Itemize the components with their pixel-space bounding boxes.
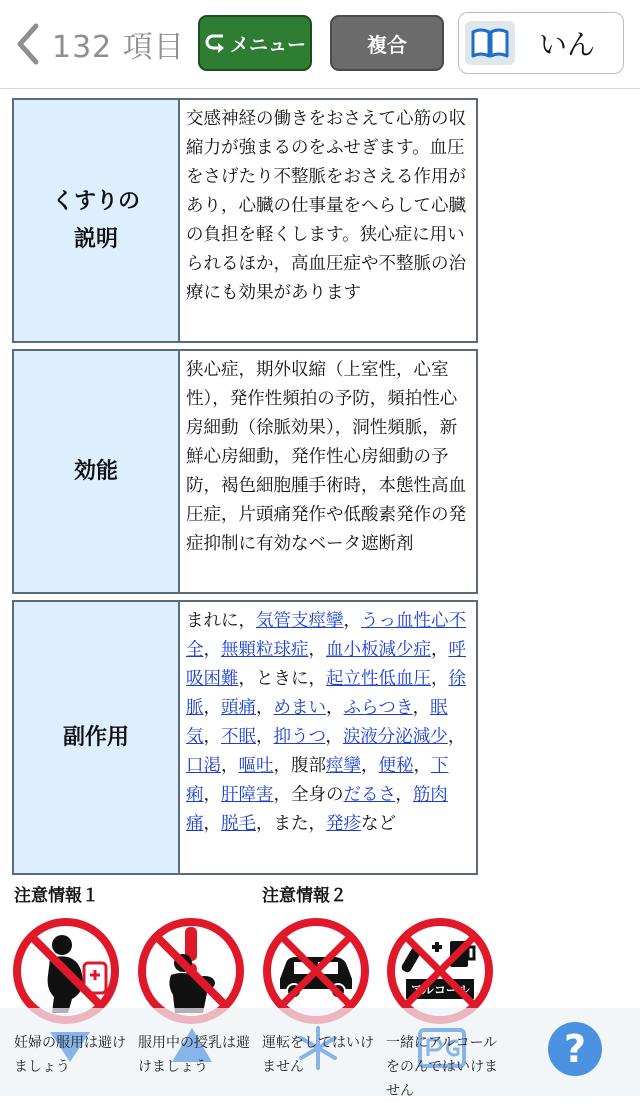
side-effect-text: ， xyxy=(308,640,326,660)
menu-button-label: メニュー xyxy=(229,33,306,56)
side-effect-link[interactable]: だるさ xyxy=(343,785,396,805)
side-effect-text: ， xyxy=(431,669,449,689)
side-effect-text: ，全身の xyxy=(273,785,344,805)
section-body: 交感神経の働きをおさえて心筋の収縮力が強まるのをふせぎます。血圧をさげたり不整脈をおさえる作用があり，心臓の仕事量をへらして心臓の負担を軽くします。狭心症に用いられるほか，高血圧症や不整脈の治療にも効果があります xyxy=(186,109,466,303)
menu-button[interactable] xyxy=(198,15,312,71)
side-effect-text: ， xyxy=(431,640,449,660)
book-icon xyxy=(465,21,515,65)
side-effect-link[interactable]: 無顆粒球症 xyxy=(221,640,309,660)
side-effect-link[interactable]: 眠気 xyxy=(186,698,448,747)
side-effect-text: ， xyxy=(447,727,466,747)
side-effect-link[interactable]: 呼吸困難 xyxy=(186,640,466,689)
side-effect-text: ， xyxy=(256,698,274,718)
side-effect-link[interactable]: 抑うつ xyxy=(273,727,326,747)
side-effect-text: まれに， xyxy=(186,611,256,631)
side-effect-text: ， xyxy=(326,698,344,718)
side-effect-link[interactable]: 嘔吐 xyxy=(238,756,274,776)
side-effect-link[interactable]: 肝障害 xyxy=(221,785,274,805)
side-effect-link[interactable]: 涙液分泌減少 xyxy=(342,727,448,747)
item-count: 132 項目 xyxy=(52,30,185,65)
section-heading-line: くすりの xyxy=(51,188,140,214)
help-button[interactable] xyxy=(548,1022,602,1076)
caution-caption: 服用中の授乳は避けましょう xyxy=(138,1035,250,1075)
back-button[interactable] xyxy=(14,22,185,66)
dictionary-button-label: いん xyxy=(539,28,596,61)
side-effect-text: ，また， xyxy=(256,814,326,834)
side-effect-link[interactable]: 血小板減少症 xyxy=(326,640,431,660)
side-effect-text: ， xyxy=(203,785,221,805)
side-effect-link[interactable]: 下痢 xyxy=(186,756,449,805)
section-body xyxy=(180,602,476,873)
section-side-effects xyxy=(12,600,478,875)
side-effect-text: など xyxy=(361,814,396,834)
caution-heading-1: 注意情報１ xyxy=(14,886,99,906)
side-effect-text: ，腹部 xyxy=(273,756,326,776)
caution-caption: 一緒にアルコールをのんではいけません xyxy=(386,1035,498,1099)
side-effect-text: ， xyxy=(325,727,343,747)
side-effect-text: ，ときに， xyxy=(238,669,326,689)
section-body: 狭心症，期外収縮（上室性，心室性），発作性頻拍の予防，頻拍性心房細動（徐脈効果），洞性頻脈，新鮮心房細動，発作性心房細動の予防，褐色細胞腫手術時，本態性高血圧症，片頭痛発作や低酸素発作の発症抑制に有効なベータ遮断剤 xyxy=(186,360,466,554)
side-effect-text: ， xyxy=(343,611,361,631)
side-effect-link[interactable]: 不眠 xyxy=(221,727,256,747)
section-efficacy xyxy=(12,349,478,594)
chevron-left-icon xyxy=(14,22,42,66)
section-heading: 副作用 xyxy=(14,602,180,873)
side-effect-link[interactable]: うっ血性心不全 xyxy=(186,611,466,660)
caution-caption: 運転をしてはいけません xyxy=(262,1035,374,1075)
side-effect-link[interactable]: ふらつき xyxy=(343,698,413,718)
alcohol-label: アルコール xyxy=(410,983,470,997)
section-heading xyxy=(14,100,180,341)
side-effect-link[interactable]: 痙攣 xyxy=(326,756,361,776)
return-arrow-icon xyxy=(204,31,228,55)
combo-button[interactable] xyxy=(330,15,444,71)
side-effect-link[interactable]: 脱毛 xyxy=(221,814,256,834)
side-effect-text: ， xyxy=(256,727,274,747)
side-effect-text: ， xyxy=(203,698,221,718)
side-effect-text: ， xyxy=(203,727,221,747)
combo-button-label: 複合 xyxy=(367,32,407,57)
side-effect-text: ， xyxy=(203,814,221,834)
side-effect-text: ， xyxy=(395,785,413,805)
top-toolbar xyxy=(0,0,640,89)
caution-heading-2: 注意情報２ xyxy=(262,886,347,906)
side-effect-text: ， xyxy=(413,756,431,776)
side-effect-text: ， xyxy=(221,756,239,776)
side-effect-link[interactable]: 気管支痙攣 xyxy=(256,611,344,631)
side-effect-link[interactable]: 頭痛 xyxy=(221,698,256,718)
dictionary-button[interactable] xyxy=(458,12,624,74)
side-effect-link[interactable]: 便秘 xyxy=(378,756,414,776)
side-effect-link[interactable]: 起立性低血圧 xyxy=(326,669,431,689)
side-effect-link[interactable]: 口渇 xyxy=(186,756,221,776)
side-effect-link[interactable]: 徐脈 xyxy=(186,669,466,718)
side-effect-link[interactable]: めまい xyxy=(273,698,326,718)
section-heading-line: 説明 xyxy=(73,226,118,252)
section-description xyxy=(12,98,478,343)
caution-caption: 妊婦の服用は避けましょう xyxy=(14,1035,126,1075)
side-effect-text: ， xyxy=(361,756,379,776)
side-effect-text: ， xyxy=(203,640,221,660)
side-effect-text: ， xyxy=(412,698,431,718)
help-icon: ? xyxy=(563,1027,587,1071)
section-heading: 効能 xyxy=(14,351,180,592)
side-effect-link[interactable]: 筋肉痛 xyxy=(186,785,448,834)
side-effect-link[interactable]: 発疹 xyxy=(326,814,361,834)
